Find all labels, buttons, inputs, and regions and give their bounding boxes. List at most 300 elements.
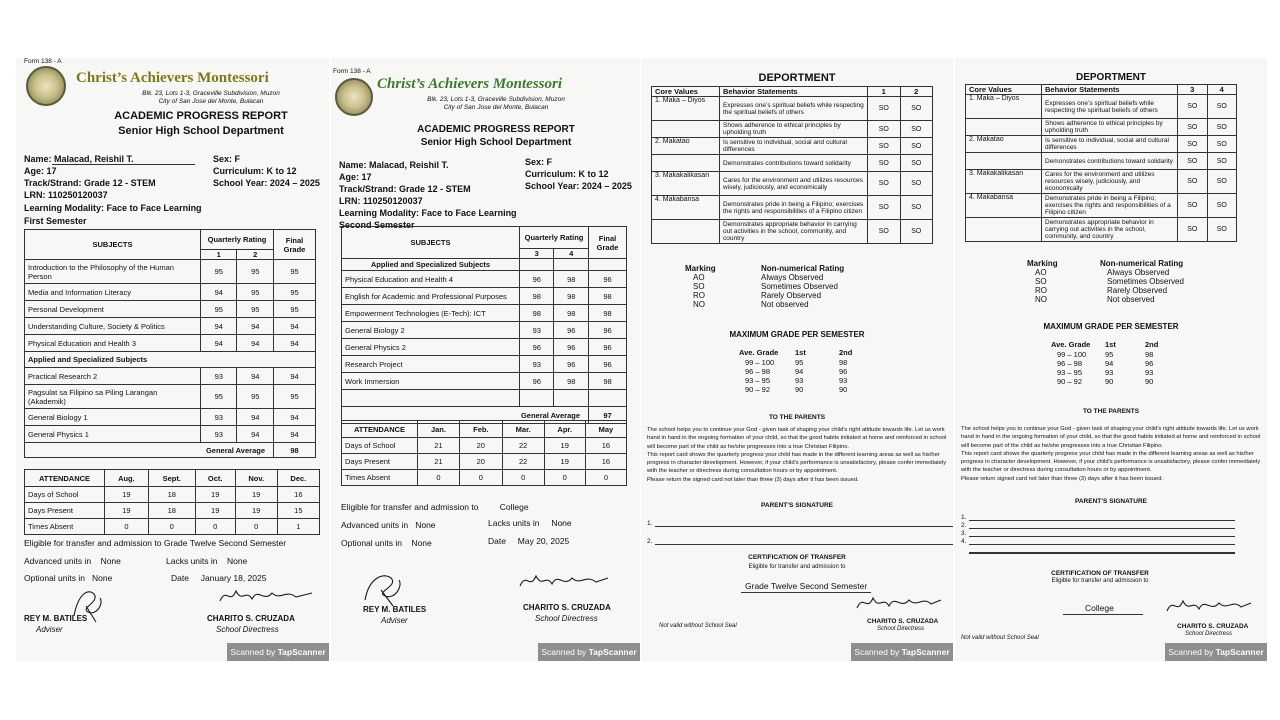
- student-sex-row: Sex: F: [525, 157, 553, 167]
- behavior-statement: Shows adherence to ethical principles by upholding truth: [1042, 119, 1178, 136]
- behavior-statement: Is sensitive to individual, social and cultural differences: [1042, 136, 1178, 153]
- parent-sig-line-3: [969, 536, 1235, 537]
- final-grade: 94: [274, 409, 316, 426]
- attendance-row: [25, 503, 320, 519]
- form-number: Form 138 - A: [333, 68, 371, 75]
- quarter-grade: 95: [237, 385, 274, 409]
- max-grade-cell: 90: [1145, 377, 1154, 386]
- parent-sig-line-1: [969, 520, 1235, 521]
- deportment-rating: SO: [868, 155, 901, 172]
- attendance-month: Mar.: [502, 421, 544, 438]
- marking-heading: Marking: [1027, 259, 1058, 268]
- report-page-first-semester: [16, 58, 329, 661]
- school-address-1: Blk. 23, Lots 1-3, Graceville Subdivision, Muzon: [427, 96, 565, 103]
- core-value: [966, 218, 1042, 242]
- quarter-grade: 98: [520, 288, 554, 305]
- parent-signature-title: PARENT’S SIGNATURE: [761, 502, 833, 509]
- student-curriculum-row: Curriculum: K to 12: [525, 169, 609, 179]
- col-q2: 2: [900, 87, 933, 97]
- date-row: Date May 20, 2025: [488, 536, 570, 546]
- max-grade-header: 2nd: [839, 348, 853, 357]
- max-grade-cell: 90 – 92: [745, 385, 771, 394]
- attendance-row-label: Days of School: [25, 487, 105, 503]
- deportment-rating: SO: [1207, 194, 1237, 218]
- deportment-row: [652, 138, 933, 155]
- deportment-table-sem1: [651, 86, 933, 244]
- directress-title: School Directress: [535, 614, 598, 623]
- max-grade-cell: 94: [795, 367, 804, 376]
- grade-row: [342, 339, 627, 356]
- quarter-grade: 94: [201, 318, 237, 335]
- directress-title: School Directress: [877, 626, 925, 632]
- deportment-rating: SO: [1178, 95, 1208, 119]
- quarter-grade: 95: [201, 301, 237, 318]
- attendance-heading: ATTENDANCE: [25, 470, 105, 487]
- col-q4: 4: [1207, 85, 1237, 95]
- marking-description: Sometimes Observed: [761, 282, 838, 291]
- student-lrn-row: LRN: 110250120037: [24, 190, 108, 200]
- report-department: Senior High School Department: [420, 137, 572, 148]
- quarter-grade: 96: [554, 322, 589, 339]
- quarter-grade: 94: [237, 335, 274, 352]
- col-behavior: Behavior Statements: [1042, 85, 1178, 95]
- behavior-statement: Demonstrates pride in being a Filipino; exercises the rights and responsibilities of a Filipino citizen: [720, 196, 868, 220]
- behavior-statement: Demonstrates appropriate behavior in carrying out activities in the school, community, and country: [1042, 218, 1178, 242]
- deportment-row: [652, 172, 933, 196]
- deportment-rating: SO: [868, 196, 901, 220]
- grade-row: [25, 385, 316, 409]
- max-grade-cell: 95: [795, 358, 804, 367]
- subject-name: General Biology 2: [342, 322, 520, 339]
- final-grade: 95: [274, 385, 316, 409]
- deportment-rating: SO: [1178, 194, 1208, 218]
- grade-row: [342, 322, 627, 339]
- deportment-page-sem1: [641, 58, 953, 661]
- max-grade-cell: 96 – 98: [745, 367, 771, 376]
- max-grade-cell: 93 – 95: [1057, 368, 1083, 377]
- attendance-row: [342, 438, 627, 454]
- final-grade: 95: [274, 301, 316, 318]
- core-value: [966, 119, 1042, 136]
- directress-name: CHARITO S. CRUZADA: [207, 614, 295, 623]
- not-valid-note: Not valid without School Seal: [659, 623, 737, 629]
- max-grade-cell: 99 – 100: [745, 358, 775, 367]
- deportment-row: [652, 97, 933, 121]
- deportment-rating: SO: [1207, 170, 1237, 194]
- quarter-grade: 94: [237, 368, 274, 385]
- grade-row: [25, 260, 316, 284]
- subject-name: English for Academic and Professional Purposes: [342, 288, 520, 305]
- max-grade-cell: 95: [1105, 350, 1114, 359]
- parent-signature-title: PARENT’S SIGNATURE: [1075, 498, 1147, 505]
- col-final: Final Grade: [589, 227, 627, 259]
- deportment-row: [652, 220, 933, 244]
- attendance-value: 19: [195, 503, 235, 519]
- marking-code: NO: [693, 300, 705, 309]
- attendance-value: 20: [459, 454, 502, 470]
- optional-units-row: Optional units in None: [341, 538, 432, 548]
- quarter-grade: 93: [520, 356, 554, 373]
- quarter-grade: 94: [237, 318, 274, 335]
- deportment-rating: SO: [1178, 170, 1208, 194]
- grade-row: [342, 305, 627, 322]
- cert-title: CERTIFICATION OF TRANSFER: [748, 554, 846, 561]
- attendance-row-label: Days of School: [342, 438, 418, 454]
- student-curriculum-row: Curriculum: K to 12: [213, 166, 297, 176]
- marking-description: Rarely Observed: [1107, 286, 1168, 295]
- max-grade-header: 2nd: [1145, 340, 1159, 349]
- deportment-rating: SO: [900, 97, 933, 121]
- attendance-value: 0: [418, 470, 460, 486]
- marking-code: RO: [693, 291, 705, 300]
- deportment-row: [966, 136, 1237, 153]
- max-grade-title: MAXIMUM GRADE PER SEMESTER: [729, 330, 865, 339]
- cert-subtitle: Eligible for transfer and admission to: [748, 564, 846, 570]
- cert-underline: [1063, 614, 1143, 615]
- subject-name: General Physics 1: [25, 426, 201, 443]
- col-q1: 1: [201, 250, 237, 260]
- attendance-value: 22: [502, 438, 544, 454]
- quarter-grade: 95: [237, 260, 274, 284]
- attendance-row: [342, 470, 627, 486]
- report-title: ACADEMIC PROGRESS REPORT: [114, 110, 288, 122]
- grade-row: [25, 301, 316, 318]
- max-grade-header: 1st: [795, 348, 806, 357]
- attendance-value: 20: [459, 438, 502, 454]
- school-seal-icon: [335, 78, 373, 116]
- attendance-row-label: Days Present: [25, 503, 105, 519]
- attendance-row-label: Days Present: [342, 454, 418, 470]
- sig-line-number-1: 1.: [647, 520, 653, 527]
- parents-note: The school helps you to continue your God - given task of shaping your child’s right attitude towards life. Let us work hand in hand in the ongoing formation of your child, so that the good habits initiated at home and reinforced in school will become part of the child as he/she progresses into a true Christian Filipino. This report card shows the quarterly progress your child has made in the different learning areas as well as his/her progress in character development. However, if your child’s performance is unsatisfactory, please confer immediately with the teacher or directress during consultation hours or by appointment. Please return signed card not later than three (3) days after it has been issued.: [961, 426, 1261, 482]
- deportment-rating: SO: [1207, 218, 1237, 242]
- behavior-statement: Expresses one’s spiritual beliefs while respecting the spiritual beliefs of others: [720, 97, 868, 121]
- attendance-row: [25, 487, 320, 503]
- subject-name: Physical Education and Health 4: [342, 271, 520, 288]
- quarter-grade: 94: [201, 284, 237, 301]
- max-grade-cell: 93: [1105, 368, 1114, 377]
- sig-line-number-2: 2.: [961, 522, 967, 529]
- scanner-watermark: Scanned by TapScanner: [1165, 643, 1267, 661]
- school-address-2: City of San Jose del Monte, Bulacan: [158, 98, 264, 105]
- deportment-row: [652, 196, 933, 220]
- attendance-value: 22: [502, 454, 544, 470]
- attendance-value: 0: [459, 470, 502, 486]
- marking-description: Not observed: [1107, 295, 1155, 304]
- student-age-row: Age: 17: [339, 172, 372, 182]
- school-address-2: City of San Jose del Monte, Bulacan: [443, 104, 549, 111]
- max-grade-header: Ave. Grade: [739, 348, 779, 357]
- deportment-page-sem2: [955, 58, 1267, 661]
- cert-underline: [741, 592, 871, 593]
- school-address-1: Blk. 23, Lots 1-3, Graceville Subdivision, Muzon: [142, 90, 280, 97]
- final-grade: 94: [274, 426, 316, 443]
- marking-description: Not observed: [761, 300, 809, 309]
- grade-row: [342, 356, 627, 373]
- max-grade-cell: 94: [1105, 359, 1114, 368]
- deportment-row: [966, 119, 1237, 136]
- deportment-rating: SO: [900, 220, 933, 244]
- behavior-statement: Demonstrates contributions toward solidarity: [1042, 153, 1178, 170]
- col-q3: 3: [520, 249, 554, 259]
- marking-description: Sometimes Observed: [1107, 277, 1184, 286]
- adviser-name: REY M. BATILES: [363, 605, 427, 614]
- deportment-rating: SO: [1207, 119, 1237, 136]
- student-age-row: Age: 17: [24, 166, 57, 176]
- attendance-value: 1: [277, 519, 319, 535]
- attendance-month: Oct.: [195, 470, 235, 487]
- deportment-row: [966, 194, 1237, 218]
- cert-title: CERTIFICATION OF TRANSFER: [1051, 570, 1149, 577]
- cert-eligible-value: College: [1085, 603, 1114, 613]
- marking-heading: Marking: [685, 264, 716, 273]
- attendance-month: Nov.: [235, 470, 277, 487]
- student-lrn-row: LRN: 110250120037: [339, 196, 423, 206]
- attendance-month: Jan.: [418, 421, 460, 438]
- deportment-row: [966, 95, 1237, 119]
- quarter-grade: 98: [554, 271, 589, 288]
- max-grade-title: MAXIMUM GRADE PER SEMESTER: [1043, 322, 1179, 331]
- attendance-month: May: [585, 421, 626, 438]
- quarter-grade: 95: [237, 284, 274, 301]
- rating-heading: Non-numerical Rating: [1100, 259, 1184, 268]
- attendance-value: 0: [544, 470, 585, 486]
- max-grade-cell: 98: [1145, 350, 1154, 359]
- double-rule: [969, 552, 1235, 554]
- quarter-grade: 98: [554, 305, 589, 322]
- attendance-heading: ATTENDANCE: [342, 421, 418, 438]
- subject-name: Media and Information Literacy: [25, 284, 201, 301]
- report-department: Senior High School Department: [118, 125, 284, 137]
- date-row: Date January 18, 2025: [171, 573, 267, 583]
- grade-row: [25, 284, 316, 301]
- marking-code: AO: [693, 273, 705, 282]
- attendance-value: 0: [105, 519, 149, 535]
- quarter-grade: 93: [201, 426, 237, 443]
- sig-line-number-3: 3.: [961, 530, 967, 537]
- marking-code: NO: [1035, 295, 1047, 304]
- not-valid-note: Not valid without School Seal: [961, 635, 1039, 641]
- max-grade-cell: 98: [839, 358, 848, 367]
- eligible-row: Eligible for transfer and admission to Grade Twelve Second Semester: [24, 538, 287, 548]
- deportment-rating: SO: [1178, 119, 1208, 136]
- col-quarterly: Quarterly Rating: [520, 227, 589, 249]
- col-subjects: SUBJECTS: [342, 227, 520, 259]
- attendance-row-label: Times Absent: [25, 519, 105, 535]
- directress-signature: [1163, 593, 1253, 621]
- deportment-row: [966, 218, 1237, 242]
- quarter-grade: 96: [554, 339, 589, 356]
- col-core-values: Core Values: [966, 85, 1042, 95]
- directress-signature: [216, 583, 316, 611]
- attendance-value: 19: [105, 487, 149, 503]
- subject-name: Personal Development: [25, 301, 201, 318]
- col-q1: 1: [868, 87, 901, 97]
- deportment-row: [966, 170, 1237, 194]
- quarter-grade: 98: [520, 305, 554, 322]
- marking-code: SO: [693, 282, 705, 291]
- attendance-row-label: Times Absent: [342, 470, 418, 486]
- parent-sig-line-1: [655, 526, 953, 527]
- scanner-watermark: Scanned by TapScanner: [851, 643, 953, 661]
- student-track-row: Track/Strand: Grade 12 - STEM: [24, 178, 156, 188]
- quarter-grade: 94: [237, 426, 274, 443]
- grade-row: [342, 373, 627, 390]
- deportment-rating: SO: [1207, 136, 1237, 153]
- max-grade-cell: 90: [795, 385, 804, 394]
- marking-code: RO: [1035, 286, 1047, 295]
- quarter-grade: 96: [520, 373, 554, 390]
- marking-description: Always Observed: [1107, 268, 1170, 277]
- school-name: Christ’s Achievers Montessori: [377, 76, 563, 92]
- behavior-statement: Demonstrates contributions toward solidarity: [720, 155, 868, 172]
- school-seal-icon: [26, 66, 66, 106]
- max-grade-cell: 93: [1145, 368, 1154, 377]
- grade-row: [25, 409, 316, 426]
- scanner-watermark: Scanned by TapScanner: [227, 643, 329, 661]
- max-grade-cell: 90: [1105, 377, 1114, 386]
- subject-name: General Biology 1: [25, 409, 201, 426]
- attendance-value: 16: [585, 438, 626, 454]
- attendance-value: 16: [277, 487, 319, 503]
- directress-title: School Directress: [1185, 631, 1233, 637]
- final-grade: 96: [589, 356, 627, 373]
- scanner-watermark: Scanned by TapScanner: [538, 643, 640, 661]
- col-subjects: SUBJECTS: [25, 230, 201, 260]
- max-grade-cell: 96: [839, 367, 848, 376]
- grades-table-sem1: [24, 229, 316, 458]
- adviser-name: REY M. BATILES: [24, 614, 88, 623]
- deportment-rating: SO: [1207, 95, 1237, 119]
- parent-sig-line-2: [969, 528, 1235, 529]
- directress-signature: [853, 590, 943, 618]
- attendance-value: 0: [148, 519, 195, 535]
- quarter-grade: 96: [554, 356, 589, 373]
- max-grade-cell: 90 – 92: [1057, 377, 1083, 386]
- behavior-statement: Is sensitive to individual, social and cultural differences: [720, 138, 868, 155]
- deportment-rating: SO: [1178, 136, 1208, 153]
- attendance-value: 19: [544, 438, 585, 454]
- subject-name: Introduction to the Philosophy of the Human Person: [25, 260, 201, 284]
- quarter-grade: 98: [554, 288, 589, 305]
- behavior-statement: Expresses one’s spiritual beliefs while respecting the spiritual beliefs of others: [1042, 95, 1178, 119]
- core-value: 2. Makatao: [652, 138, 720, 155]
- max-grade-cell: 99 – 100: [1057, 350, 1087, 359]
- subject-name: Physical Education and Health 3: [25, 335, 201, 352]
- final-grade: 98: [589, 373, 627, 390]
- final-grade: 95: [274, 284, 316, 301]
- advanced-units-row: Advanced units in None: [24, 556, 121, 566]
- attendance-table-sem1: [24, 469, 320, 535]
- applied-heading: Applied and Specialized Subjects: [25, 352, 316, 368]
- attendance-value: 19: [235, 487, 277, 503]
- col-quarterly: Quarterly Rating: [201, 230, 274, 250]
- col-behavior: Behavior Statements: [720, 87, 868, 97]
- attendance-table-sem2: [341, 420, 627, 486]
- max-grade-cell: 93 – 95: [745, 376, 771, 385]
- quarter-grade: 93: [520, 322, 554, 339]
- deportment-rating: SO: [1207, 153, 1237, 170]
- subject-name: Pagsulat sa Filipino sa Piling Larangan (Akademik): [25, 385, 201, 409]
- report-page-second-semester: [331, 58, 640, 661]
- general-average-label: General Average: [342, 407, 589, 424]
- attendance-month: Sept.: [148, 470, 195, 487]
- col-q4: 4: [554, 249, 589, 259]
- deportment-rating: SO: [868, 172, 901, 196]
- col-q2: 2: [237, 250, 274, 260]
- behavior-statement: Demonstrates appropriate behavior in carrying out activities in the school, community, and country: [720, 220, 868, 244]
- core-value: 4. Makabansa: [966, 194, 1042, 218]
- quarter-grade: 94: [201, 335, 237, 352]
- underline: [52, 164, 195, 165]
- core-value: 2. Makatao: [966, 136, 1042, 153]
- core-value: [966, 153, 1042, 170]
- behavior-statement: Cares for the environment and utilizes resources wisely, judiciously, and economically: [1042, 170, 1178, 194]
- attendance-month: Aug.: [105, 470, 149, 487]
- quarter-grade: 93: [201, 409, 237, 426]
- quarter-grade: 96: [520, 271, 554, 288]
- attendance-row: [342, 454, 627, 470]
- applied-heading: Applied and Specialized Subjects: [342, 259, 520, 271]
- final-grade: 94: [274, 368, 316, 385]
- subject-name: General Physics 2: [342, 339, 520, 356]
- attendance-value: 0: [235, 519, 277, 535]
- grades-table-sem2: [341, 226, 627, 424]
- final-grade: 94: [274, 318, 316, 335]
- student-modality-row: Learning Modality: Face to Face Learning: [24, 203, 202, 213]
- attendance-value: 19: [235, 503, 277, 519]
- attendance-month: Dec.: [277, 470, 319, 487]
- core-value: 1. Maka – Diyos: [966, 95, 1042, 119]
- semester-label: Second Semester: [339, 220, 415, 230]
- deportment-row: [652, 155, 933, 172]
- subject-name: Empowerment Technologies (E-Tech): ICT: [342, 305, 520, 322]
- rating-heading: Non-numerical Rating: [761, 264, 845, 273]
- grade-row: [25, 318, 316, 335]
- eligible-row: Eligible for transfer and admission to College: [341, 502, 529, 512]
- general-average-value: 97: [589, 407, 627, 424]
- attendance-value: 15: [277, 503, 319, 519]
- quarter-grade: 95: [237, 301, 274, 318]
- lacks-units-row: Lacks units in None: [488, 518, 572, 528]
- quarter-grade: 94: [237, 409, 274, 426]
- final-grade: 94: [274, 335, 316, 352]
- student-school-year-row: School Year: 2024 – 2025: [525, 181, 632, 191]
- quarter-grade: 95: [201, 260, 237, 284]
- semester-label: First Semester: [24, 216, 87, 226]
- attendance-value: 16: [585, 454, 626, 470]
- marking-description: Always Observed: [761, 273, 824, 282]
- parents-note: The school helps you to continue your God - given task of shaping your child’s right attitude towards life. Let us work hand in hand in the ongoing formation of your child, so that the good habits initiated at home and reinforced in school will become part of the child as he/she progresses into a true Christian Filipino. This report card shows the quarterly progress your child has made in the different learning areas as well as his/her progress in character development. However, if your child’s performance is unsatisfactory, please confer immediately with the teacher or directress during consultation hours or by appointment. Please return the signed card not later than three (3) days after it has been issued.: [647, 427, 947, 483]
- deportment-rating: SO: [868, 121, 901, 138]
- deportment-rating: SO: [868, 97, 901, 121]
- sig-line-number-4: 4.: [961, 538, 967, 545]
- grade-row: [342, 271, 627, 288]
- attendance-value: 19: [544, 454, 585, 470]
- deportment-rating: SO: [900, 172, 933, 196]
- attendance-value: 21: [418, 438, 460, 454]
- student-name-row: Name: Malacad, Reishil T.: [339, 160, 449, 170]
- deportment-rating: SO: [900, 121, 933, 138]
- max-grade-cell: 90: [839, 385, 848, 394]
- attendance-value: 0: [585, 470, 626, 486]
- final-grade: 95: [274, 260, 316, 284]
- final-grade: 98: [589, 288, 627, 305]
- directress-name: CHARITO S. CRUZADA: [523, 603, 611, 612]
- lacks-units-row: Lacks units in None: [166, 556, 248, 566]
- adviser-signature: [359, 568, 419, 608]
- core-value: 1. Maka – Diyos: [652, 97, 720, 121]
